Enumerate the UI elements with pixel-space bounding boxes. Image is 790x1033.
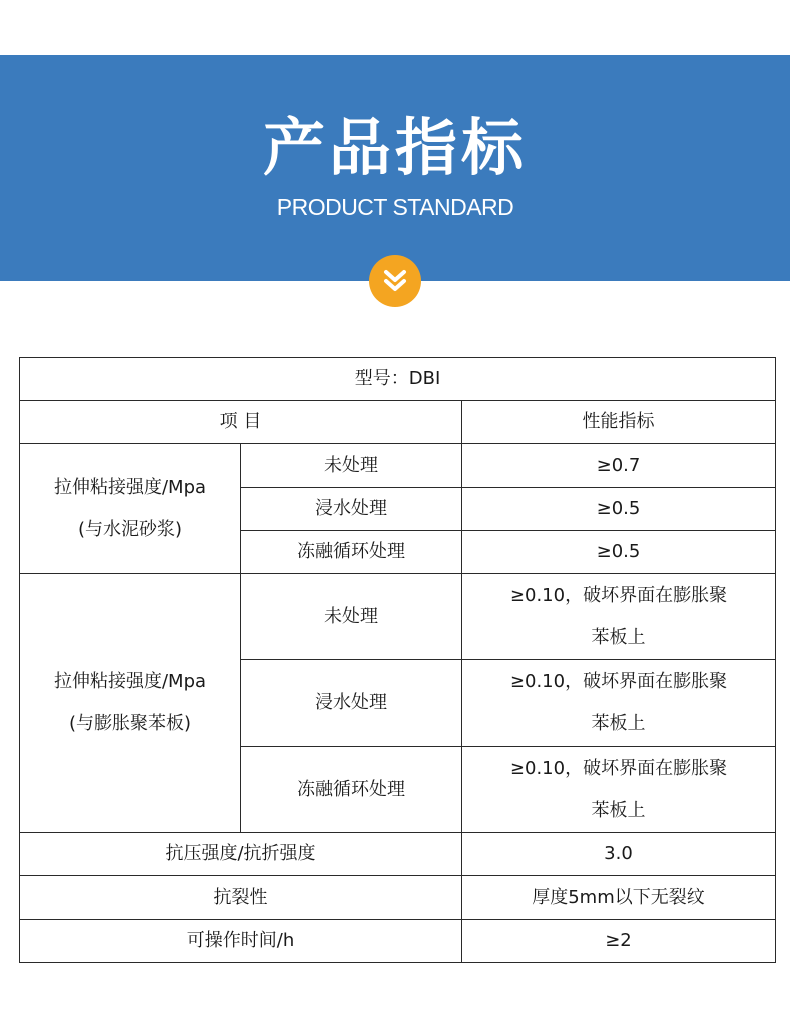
condition-cell: 冻融循环处理 [241,746,462,832]
condition-cell: 未处理 [241,444,462,487]
value-line1: ≥0.10，破坏界面在膨胀聚 [509,757,728,779]
group2-label-line2: (与膨胀聚苯板) [68,713,192,735]
table-header-row [20,401,776,444]
value-cell: ≥2 [462,919,776,962]
table-row [20,574,776,660]
model-cell: 型号：DBI [20,358,776,401]
group1-label-line2: (与水泥砂浆) [77,518,183,540]
item-cell: 抗裂性 [20,876,462,919]
header-spec: 性能指标 [462,401,776,444]
table-row [20,876,776,919]
item-cell: 抗压强度/抗折强度 [20,833,462,876]
spec-table [19,357,776,963]
value-cell: 3.0 [462,833,776,876]
value-line1: ≥0.10，破坏界面在膨胀聚 [509,584,728,606]
table-row [20,919,776,962]
table-row [20,444,776,487]
value-cell [462,574,776,660]
page-subtitle: PRODUCT STANDARD [276,194,514,220]
value-cell [462,660,776,746]
group1-label-line1: 拉伸粘接强度/Mpa [53,476,207,498]
group2-label [20,574,241,833]
value-line2: 苯板上 [591,626,646,648]
value-cell: ≥0.5 [462,487,776,530]
item-cell: 可操作时间/h [20,919,462,962]
condition-cell: 冻融循环处理 [241,530,462,573]
condition-cell: 浸水处理 [241,660,462,746]
condition-cell: 未处理 [241,574,462,660]
table-row [20,833,776,876]
value-line2: 苯板上 [591,799,646,821]
table-row-model [20,358,776,401]
value-cell [462,746,776,832]
value-cell: ≥0.5 [462,530,776,573]
value-cell: 厚度5mm以下无裂纹 [462,876,776,919]
header-item: 项 目 [20,401,462,444]
double-chevron-down-icon [369,255,421,307]
page-title: 产品指标 [262,111,527,184]
condition-cell: 浸水处理 [241,487,462,530]
value-cell: ≥0.7 [462,444,776,487]
value-line1: ≥0.10，破坏界面在膨胀聚 [509,671,728,693]
group2-label-line1: 拉伸粘接强度/Mpa [53,671,207,693]
value-line2: 苯板上 [591,713,646,735]
group1-label [20,444,241,574]
